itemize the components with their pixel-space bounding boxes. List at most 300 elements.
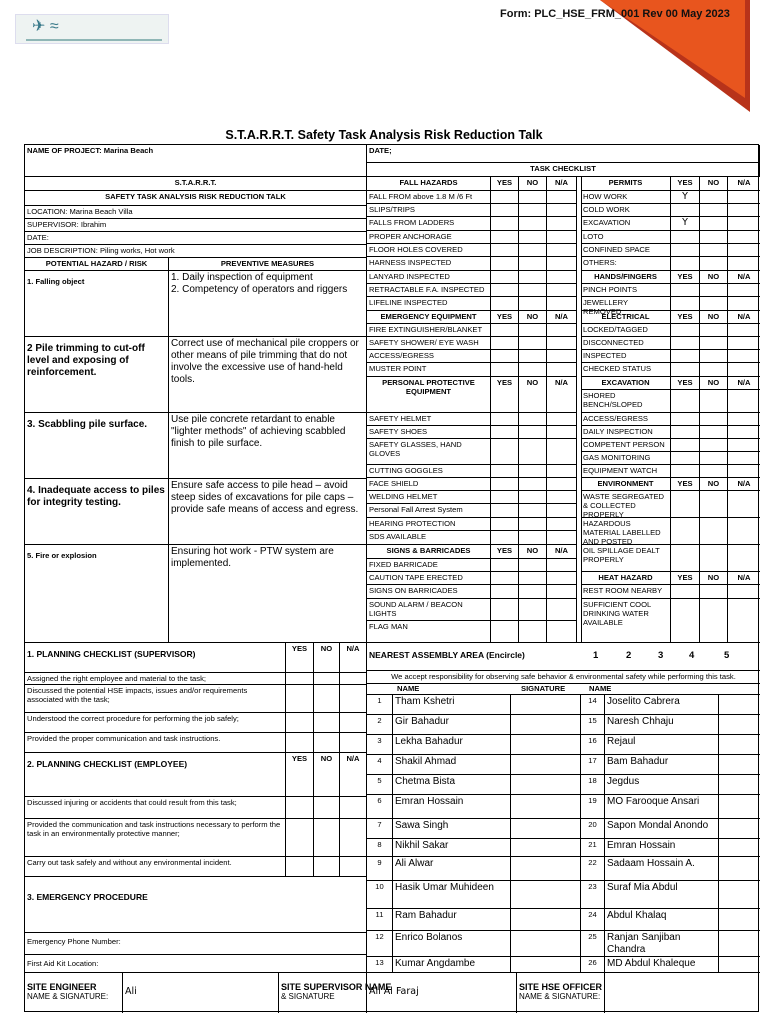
na-checkbox[interactable] <box>728 585 760 599</box>
yes-checkbox[interactable]: Y <box>671 217 700 231</box>
no-checkbox[interactable] <box>700 439 728 452</box>
yes-col: YES <box>491 545 519 559</box>
no-checkbox[interactable] <box>519 297 547 311</box>
hands-fingers-heading: HANDS/FINGERS <box>581 271 671 284</box>
yes-checkbox[interactable] <box>671 257 700 271</box>
na-checkbox[interactable] <box>547 244 577 257</box>
na-checkbox[interactable] <box>547 478 577 491</box>
yes-checkbox[interactable] <box>671 244 700 257</box>
checklist-item: SAFETY HELMET <box>367 413 491 426</box>
yes-checkbox[interactable] <box>671 518 700 545</box>
checklist-item: COLD WORK <box>581 204 671 217</box>
yes-checkbox[interactable] <box>286 819 314 857</box>
yes-checkbox[interactable] <box>491 284 519 297</box>
na-checkbox[interactable] <box>728 363 760 377</box>
na-checkbox[interactable] <box>728 599 760 643</box>
starrt-subheading: SAFETY TASK ANALYSIS RISK REDUCTION TALK <box>25 191 367 206</box>
yes-checkbox[interactable] <box>286 797 314 819</box>
attendee-number: 22 <box>581 857 605 881</box>
na-col: N/A <box>547 545 577 559</box>
yes-checkbox[interactable] <box>491 244 519 257</box>
yes-checkbox[interactable] <box>491 217 519 231</box>
na-checkbox[interactable] <box>547 363 577 377</box>
yes-checkbox[interactable] <box>491 350 519 363</box>
yes-checkbox[interactable] <box>671 297 700 311</box>
attendee-signature[interactable] <box>719 819 760 839</box>
preventive-measure: Ensuring hot work - PTW system are implemented. <box>169 545 367 643</box>
company-logo: ✈ ≈ <box>15 14 169 44</box>
na-checkbox[interactable] <box>547 491 577 504</box>
yes-col: YES <box>671 377 700 390</box>
attendee-column-header: NAME <box>397 684 420 693</box>
no-checkbox[interactable] <box>700 337 728 350</box>
na-col: N/A <box>728 377 760 390</box>
assembly-option[interactable]: 2 <box>626 650 632 661</box>
no-col: NO <box>700 572 728 585</box>
attendee-number: 26 <box>581 957 605 973</box>
attendee-signature[interactable] <box>511 695 581 715</box>
na-checkbox[interactable] <box>728 191 760 204</box>
assembly-option[interactable]: 1 <box>593 650 599 661</box>
ppe-heading: PERSONAL PROTECTIVE EQUIPMENT <box>367 377 491 413</box>
no-checkbox[interactable] <box>519 271 547 284</box>
first-aid-field[interactable]: First Aid Kit Location: <box>25 955 367 973</box>
yes-checkbox[interactable] <box>491 504 519 518</box>
attendee-signature[interactable] <box>719 735 760 755</box>
attendee-signature[interactable] <box>719 857 760 881</box>
checklist-item: SAFETY SHOWER/ EYE WASH <box>367 337 491 350</box>
no-checkbox[interactable] <box>700 217 728 231</box>
attendee-signature[interactable] <box>719 957 760 973</box>
permits-heading: PERMITS <box>581 177 671 191</box>
attendee-signature[interactable] <box>719 715 760 735</box>
yes-checkbox[interactable] <box>491 585 519 599</box>
na-checkbox[interactable] <box>547 271 577 284</box>
na-col: N/A <box>547 177 577 191</box>
yes-checkbox[interactable] <box>491 531 519 545</box>
assembly-area-label <box>367 643 760 671</box>
checklist-item: GAS MONITORING <box>581 452 671 465</box>
yes-checkbox[interactable] <box>286 713 314 733</box>
yes-checkbox[interactable] <box>491 559 519 572</box>
yes-checkbox[interactable] <box>671 390 700 413</box>
yes-checkbox[interactable] <box>671 452 700 465</box>
no-checkbox[interactable] <box>700 465 728 478</box>
na-checkbox[interactable] <box>547 231 577 244</box>
na-checkbox[interactable] <box>547 324 577 337</box>
no-checkbox[interactable] <box>700 204 728 217</box>
attendee-signature[interactable] <box>719 881 760 909</box>
attendee-signature[interactable] <box>511 775 581 795</box>
no-checkbox[interactable] <box>519 518 547 531</box>
no-checkbox[interactable] <box>519 621 547 643</box>
na-checkbox[interactable] <box>340 797 367 819</box>
na-checkbox[interactable] <box>728 350 760 363</box>
no-checkbox[interactable] <box>519 204 547 217</box>
attendee-number: 21 <box>581 839 605 857</box>
na-checkbox[interactable] <box>728 204 760 217</box>
na-checkbox[interactable] <box>728 452 760 465</box>
yes-checkbox[interactable] <box>491 231 519 244</box>
checklist-item: FLOOR HOLES COVERED <box>367 244 491 257</box>
yes-checkbox[interactable] <box>671 413 700 426</box>
na-checkbox[interactable] <box>728 324 760 337</box>
na-checkbox[interactable] <box>547 257 577 271</box>
na-checkbox[interactable] <box>728 465 760 478</box>
na-checkbox[interactable] <box>547 572 577 585</box>
no-checkbox[interactable] <box>700 452 728 465</box>
na-checkbox[interactable] <box>547 426 577 439</box>
yes-checkbox[interactable] <box>491 478 519 491</box>
form-code: Form: PLC_HSE_FRM_001 Rev 00 May 2023 <box>500 8 730 20</box>
no-checkbox[interactable] <box>700 599 728 643</box>
no-checkbox[interactable] <box>519 231 547 244</box>
na-checkbox[interactable] <box>547 504 577 518</box>
na-checkbox[interactable] <box>547 599 577 621</box>
responsibility-statement: We accept responsibility for observing safe behavior & environmental safety while performing this task. <box>367 671 760 684</box>
emergency-phone-field[interactable]: Emergency Phone Number: <box>25 933 367 955</box>
yes-checkbox[interactable] <box>286 673 314 685</box>
yes-checkbox[interactable] <box>671 284 700 297</box>
checklist-item: LOTO <box>581 231 671 244</box>
yes-col: YES <box>671 572 700 585</box>
no-checkbox[interactable] <box>519 257 547 271</box>
na-checkbox[interactable] <box>728 257 760 271</box>
no-checkbox[interactable] <box>519 350 547 363</box>
attendee-signature[interactable] <box>511 881 581 909</box>
attendee-number: 15 <box>581 715 605 735</box>
attendee-number: 7 <box>367 819 393 839</box>
planning-supervisor-heading: 1. PLANNING CHECKLIST (SUPERVISOR) <box>25 643 286 673</box>
no-checkbox[interactable] <box>519 363 547 377</box>
checklist-item: LIFELINE INSPECTED <box>367 297 491 311</box>
yes-checkbox[interactable] <box>671 350 700 363</box>
yes-checkbox[interactable] <box>491 621 519 643</box>
no-checkbox[interactable] <box>519 324 547 337</box>
yes-checkbox[interactable] <box>491 363 519 377</box>
na-checkbox[interactable] <box>340 733 367 753</box>
site-engineer-sub: NAME & SIGNATURE: <box>27 992 109 1001</box>
no-checkbox[interactable] <box>519 426 547 439</box>
attendee-number: 20 <box>581 819 605 839</box>
yes-checkbox[interactable]: Y <box>671 191 700 204</box>
attendee-name: Hasik Umar Muhideen <box>393 881 511 909</box>
no-checkbox[interactable] <box>700 284 728 297</box>
na-checkbox[interactable] <box>728 545 760 572</box>
attendee-name: Sadaam Hossain A. <box>605 857 719 881</box>
yes-checkbox[interactable] <box>491 572 519 585</box>
no-checkbox[interactable] <box>700 426 728 439</box>
yes-checkbox[interactable] <box>671 337 700 350</box>
heat-hazard-heading: HEAT HAZARD <box>581 572 671 585</box>
checklist-item: FLAG MAN <box>367 621 491 643</box>
attendee-name: Sapon Mondal Anondo <box>605 819 719 839</box>
yes-checkbox[interactable] <box>491 337 519 350</box>
na-checkbox[interactable] <box>547 518 577 531</box>
na-checkbox[interactable] <box>547 217 577 231</box>
attendee-signature[interactable] <box>511 931 581 957</box>
na-checkbox[interactable] <box>728 426 760 439</box>
no-checkbox[interactable] <box>700 585 728 599</box>
checklist-item: EQUIPMENT WATCH <box>581 465 671 478</box>
na-checkbox[interactable] <box>340 673 367 685</box>
attendee-name: Suraf Mia Abdul <box>605 881 719 909</box>
hazard-item: 3. Scabbling pile surface. <box>25 413 169 479</box>
na-checkbox[interactable] <box>547 621 577 643</box>
na-checkbox[interactable] <box>728 217 760 231</box>
checklist-item: Personal Fall Arrest System <box>367 504 491 518</box>
yes-checkbox[interactable] <box>671 585 700 599</box>
no-checkbox[interactable] <box>314 797 340 819</box>
yes-checkbox[interactable] <box>491 204 519 217</box>
site-hse-officer-signature[interactable] <box>605 973 760 1013</box>
no-checkbox[interactable] <box>519 465 547 478</box>
yes-checkbox[interactable] <box>491 413 519 426</box>
na-checkbox[interactable] <box>547 413 577 426</box>
no-checkbox[interactable] <box>519 284 547 297</box>
site-engineer <box>25 973 123 1013</box>
na-checkbox[interactable] <box>728 244 760 257</box>
no-checkbox[interactable] <box>519 599 547 621</box>
attendee-name: MD Abdul Khaleque <box>605 957 719 973</box>
attendee-name: Emran Hossain <box>605 839 719 857</box>
no-checkbox[interactable] <box>519 478 547 491</box>
na-checkbox[interactable] <box>728 439 760 452</box>
planning-item: Discussed injuring or accidents that could result from this task; <box>25 797 286 819</box>
na-col: N/A <box>728 177 760 191</box>
emergency-procedure-heading: 3. EMERGENCY PROCEDURE <box>25 877 367 933</box>
checklist-item: SHORED BENCH/SLOPED <box>581 390 671 413</box>
signs-barricades-heading: SIGNS & BARRICADES <box>367 545 491 559</box>
no-checkbox[interactable] <box>519 337 547 350</box>
site-hse-officer-sub: NAME & SIGNATURE: <box>519 992 601 1001</box>
attendee-signature[interactable] <box>719 775 760 795</box>
attendee-signature[interactable] <box>719 909 760 931</box>
no-checkbox[interactable] <box>700 324 728 337</box>
attendee-signature[interactable] <box>719 931 760 957</box>
yes-checkbox[interactable] <box>491 257 519 271</box>
no-checkbox[interactable] <box>314 673 340 685</box>
na-checkbox[interactable] <box>728 390 760 413</box>
yes-checkbox[interactable] <box>491 426 519 439</box>
attendee-number: 10 <box>367 881 393 909</box>
no-checkbox[interactable] <box>519 244 547 257</box>
checklist-item: RETRACTABLE F.A. INSPECTED <box>367 284 491 297</box>
na-checkbox[interactable] <box>547 191 577 204</box>
no-checkbox[interactable] <box>314 733 340 753</box>
attendee-signature[interactable] <box>511 735 581 755</box>
na-checkbox[interactable] <box>728 491 760 518</box>
na-checkbox[interactable] <box>340 857 367 877</box>
no-checkbox[interactable] <box>519 585 547 599</box>
attendee-signature[interactable] <box>719 695 760 715</box>
attendee-signature[interactable] <box>511 909 581 931</box>
yes-checkbox[interactable] <box>671 439 700 452</box>
no-checkbox[interactable] <box>700 363 728 377</box>
assembly-option[interactable]: 3 <box>658 650 664 661</box>
na-col: N/A <box>547 377 577 413</box>
na-checkbox[interactable] <box>547 585 577 599</box>
no-checkbox[interactable] <box>700 390 728 413</box>
attendee-signature[interactable] <box>719 755 760 775</box>
no-checkbox[interactable] <box>519 559 547 572</box>
na-checkbox[interactable] <box>547 297 577 311</box>
attendee-signature[interactable] <box>719 795 760 819</box>
attendee-name: Rejaul <box>605 735 719 755</box>
no-col: NO <box>314 753 340 797</box>
no-checkbox[interactable] <box>700 257 728 271</box>
yes-checkbox[interactable] <box>491 439 519 465</box>
na-checkbox[interactable] <box>547 350 577 363</box>
electrical-heading: ELECTRICAL <box>581 311 671 324</box>
no-checkbox[interactable] <box>519 572 547 585</box>
na-checkbox[interactable] <box>547 531 577 545</box>
yes-checkbox[interactable] <box>491 491 519 504</box>
attendee-column-header: SIGNATURE <box>521 684 566 693</box>
assembly-option[interactable]: 4 <box>689 650 695 661</box>
checklist-item: CHECKED STATUS <box>581 363 671 377</box>
no-col: NO <box>700 478 728 491</box>
yes-checkbox[interactable] <box>491 191 519 204</box>
no-checkbox[interactable] <box>519 191 547 204</box>
yes-col: YES <box>671 311 700 324</box>
na-checkbox[interactable] <box>728 284 760 297</box>
site-hse-officer-label: SITE HSE OFFICER <box>519 982 603 992</box>
attendee-number: 9 <box>367 857 393 881</box>
attendee-number: 8 <box>367 839 393 857</box>
attendee-signature[interactable] <box>511 715 581 735</box>
no-checkbox[interactable] <box>314 819 340 857</box>
checklist-item: FACE SHIELD <box>367 478 491 491</box>
attendee-signature[interactable] <box>719 839 760 857</box>
environment-heading: ENVIRONMENT <box>581 478 671 491</box>
yes-checkbox[interactable] <box>491 324 519 337</box>
attendee-signature[interactable] <box>511 755 581 775</box>
na-checkbox[interactable] <box>340 685 367 713</box>
planning-employee-heading: 2. PLANNING CHECKLIST (EMPLOYEE) <box>25 753 286 797</box>
na-checkbox[interactable] <box>728 337 760 350</box>
assembly-option[interactable]: 5 <box>724 650 730 661</box>
na-checkbox[interactable] <box>547 204 577 217</box>
no-checkbox[interactable] <box>519 491 547 504</box>
checklist-item: MUSTER POINT <box>367 363 491 377</box>
no-checkbox[interactable] <box>519 504 547 518</box>
no-checkbox[interactable] <box>700 244 728 257</box>
no-checkbox[interactable] <box>519 531 547 545</box>
na-col: N/A <box>728 478 760 491</box>
no-checkbox[interactable] <box>519 217 547 231</box>
yes-checkbox[interactable] <box>671 426 700 439</box>
yes-checkbox[interactable] <box>671 545 700 572</box>
attendee-signature[interactable] <box>511 795 581 819</box>
no-checkbox[interactable] <box>700 350 728 363</box>
attendee-signature[interactable] <box>511 857 581 881</box>
attendee-name: Shakil Ahmad <box>393 755 511 775</box>
checklist-item: HOW WORK <box>581 191 671 204</box>
checklist-item: OIL SPILLAGE DEALT PROPERLY <box>581 545 671 572</box>
date-field: DATE; <box>367 145 760 163</box>
na-checkbox[interactable] <box>547 284 577 297</box>
no-checkbox[interactable] <box>519 413 547 426</box>
no-col: NO <box>519 545 547 559</box>
yes-checkbox[interactable] <box>491 465 519 478</box>
yes-checkbox[interactable] <box>671 204 700 217</box>
no-checkbox[interactable] <box>700 191 728 204</box>
yes-checkbox[interactable] <box>491 271 519 284</box>
site-engineer-signature[interactable]: Ali <box>123 973 279 1013</box>
yes-checkbox[interactable] <box>491 518 519 531</box>
checklist-item: HAZARDOUS MATERIAL LABELLED AND POSTED <box>581 518 671 545</box>
attendee-name: Tham Kshetri <box>393 695 511 715</box>
page-title: S.T.A.R.R.T. Safety Task Analysis Risk Reduction Talk <box>225 128 543 142</box>
checklist-item: DISCONNECTED <box>581 337 671 350</box>
checklist-item: PROPER ANCHORAGE <box>367 231 491 244</box>
attendee-number: 1 <box>367 695 393 715</box>
no-checkbox[interactable] <box>700 545 728 572</box>
attendee-signature[interactable] <box>511 819 581 839</box>
no-checkbox[interactable] <box>314 857 340 877</box>
na-checkbox[interactable] <box>340 713 367 733</box>
no-checkbox[interactable] <box>314 685 340 713</box>
yes-checkbox[interactable] <box>491 297 519 311</box>
site-supervisor-signature[interactable]: Ali Al Faraj <box>367 973 517 1013</box>
yes-checkbox[interactable] <box>671 599 700 643</box>
planning-item: Understood the correct procedure for performing the job safely; <box>25 713 286 733</box>
no-col: NO <box>519 177 547 191</box>
attendee-signature[interactable] <box>511 839 581 857</box>
no-col: NO <box>700 177 728 191</box>
no-checkbox[interactable] <box>700 297 728 311</box>
yes-checkbox[interactable] <box>286 857 314 877</box>
checklist-item: CUTTING GOGGLES <box>367 465 491 478</box>
yes-checkbox[interactable] <box>671 465 700 478</box>
no-checkbox[interactable] <box>700 413 728 426</box>
no-checkbox[interactable] <box>519 439 547 465</box>
no-checkbox[interactable] <box>700 491 728 518</box>
na-checkbox[interactable] <box>547 559 577 572</box>
na-checkbox[interactable] <box>728 518 760 545</box>
na-checkbox[interactable] <box>728 413 760 426</box>
attendee-name: Ali Alwar <box>393 857 511 881</box>
attendee-number: 13 <box>367 957 393 973</box>
attendee-signature[interactable] <box>511 957 581 973</box>
checklist-item: FIRE EXTINGUISHER/BLANKET <box>367 324 491 337</box>
attendee-number: 16 <box>581 735 605 755</box>
yes-checkbox[interactable] <box>286 733 314 753</box>
yes-checkbox[interactable] <box>491 599 519 621</box>
checklist-item: JEWELLERY REMOVED <box>581 297 671 311</box>
na-checkbox[interactable] <box>547 465 577 478</box>
na-checkbox[interactable] <box>728 297 760 311</box>
na-checkbox[interactable] <box>547 439 577 465</box>
attendee-name: Kumar Angdambe <box>393 957 511 973</box>
na-checkbox[interactable] <box>340 819 367 857</box>
na-checkbox[interactable] <box>728 231 760 244</box>
yes-checkbox[interactable] <box>286 685 314 713</box>
yes-checkbox[interactable] <box>671 324 700 337</box>
yes-checkbox[interactable] <box>671 231 700 244</box>
no-checkbox[interactable] <box>700 518 728 545</box>
na-checkbox[interactable] <box>547 337 577 350</box>
excavation-heading: EXCAVATION <box>581 377 671 390</box>
yes-checkbox[interactable] <box>671 363 700 377</box>
no-col: NO <box>519 377 547 413</box>
starrt-heading: S.T.A.R.R.T. <box>25 177 367 191</box>
hazard-column-header: POTENTIAL HAZARD / RISK <box>25 258 169 271</box>
no-checkbox[interactable] <box>700 231 728 244</box>
no-checkbox[interactable] <box>314 713 340 733</box>
yes-checkbox[interactable] <box>671 491 700 518</box>
